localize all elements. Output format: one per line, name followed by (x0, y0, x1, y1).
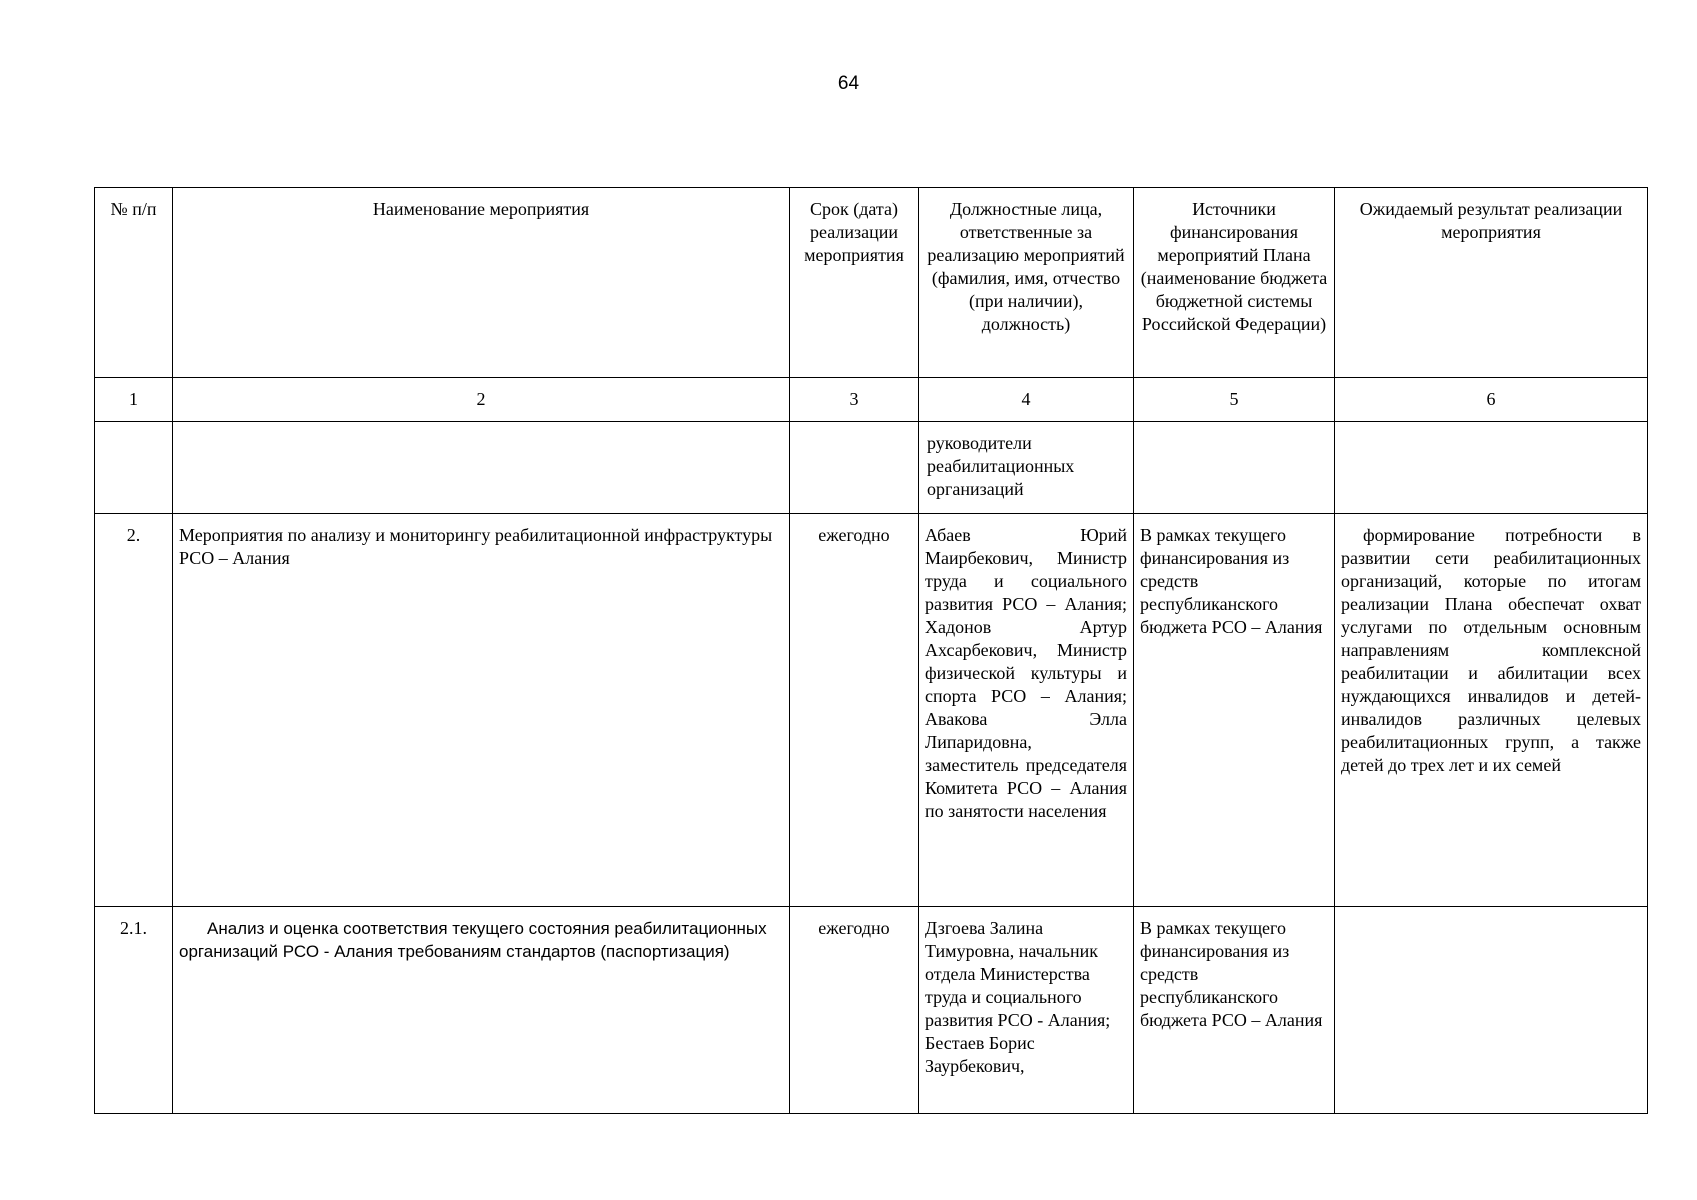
row-result (1335, 907, 1648, 1114)
column-number: 3 (790, 378, 919, 422)
row-responsible: Абаев Юрий Маирбекович, Министр труда и социального развития РСО – Алания; Хадонов Артур Ахсарбекович, Министр физической культуры и спорта РСО – Алания; Авакова Элла Липаридовна, заместитель председателя Комитета РСО – Алания по занятости населения (919, 514, 1134, 907)
column-numbers-row (95, 378, 1648, 422)
row-financing: В рамках текущего финансирования из средств республиканского бюджета РСО – Алания (1134, 514, 1335, 907)
header-financing: Источники финансирования мероприятий Плана (наименование бюджета бюджетной системы Российской Федерации) (1134, 188, 1335, 378)
row-event-name (173, 422, 790, 514)
page-number (0, 73, 1697, 95)
row-result: формирование потребности в развитии сети реабилитационных организаций, которые по итогам реализации Плана обеспечат охват услугами по отдельным основным направлениям комплексной реабилитации и абилитации всех нуждающихся инвалидов и детей-инвалидов различных целевых реабилитационных групп, а также детей до трех лет и их семей (1335, 514, 1648, 907)
table-row (95, 422, 1648, 514)
row-term: ежегодно (790, 514, 919, 907)
table-row (95, 514, 1648, 907)
row-result (1335, 422, 1648, 514)
page-number-text: 64 (837, 73, 860, 94)
row-event-name: Мероприятия по анализу и мониторингу реабилитационной инфраструктуры РСО – Алания (173, 514, 790, 907)
row-term (790, 422, 919, 514)
header-number: № п/п (95, 188, 173, 378)
row-responsible: Дзгоева Залина Тимуровна, начальник отдела Министерства труда и социального развития РСО - Алания; Бестаев Борис Заурбекович, (919, 907, 1134, 1114)
header-event-name: Наименование мероприятия (173, 188, 790, 378)
column-number: 2 (173, 378, 790, 422)
header-responsible: Должностные лица, ответственные за реализацию мероприятий (фамилия, имя, отчество (при наличии), должность) (919, 188, 1134, 378)
table-row (95, 907, 1648, 1114)
column-number: 1 (95, 378, 173, 422)
column-number: 6 (1335, 378, 1648, 422)
header-term: Срок (дата) реализации мероприятия (790, 188, 919, 378)
column-number: 4 (919, 378, 1134, 422)
row-financing: В рамках текущего финансирования из средств республиканского бюджета РСО – Алания (1134, 907, 1335, 1114)
row-number (95, 422, 173, 514)
column-number: 5 (1134, 378, 1335, 422)
row-number: 2. (95, 514, 173, 907)
row-term: ежегодно (790, 907, 919, 1114)
plan-table (94, 187, 1648, 1114)
row-responsible: руководители реабилитационных организаций (919, 422, 1134, 514)
row-number: 2.1. (95, 907, 173, 1114)
table-header-row (95, 188, 1648, 378)
row-event-name: Анализ и оценка соответствия текущего состояния реабилитационных организаций РСО - Алания требованиям стандартов (паспортизация) (173, 907, 790, 1114)
row-financing (1134, 422, 1335, 514)
header-result: Ожидаемый результат реализации мероприятия (1335, 188, 1648, 378)
